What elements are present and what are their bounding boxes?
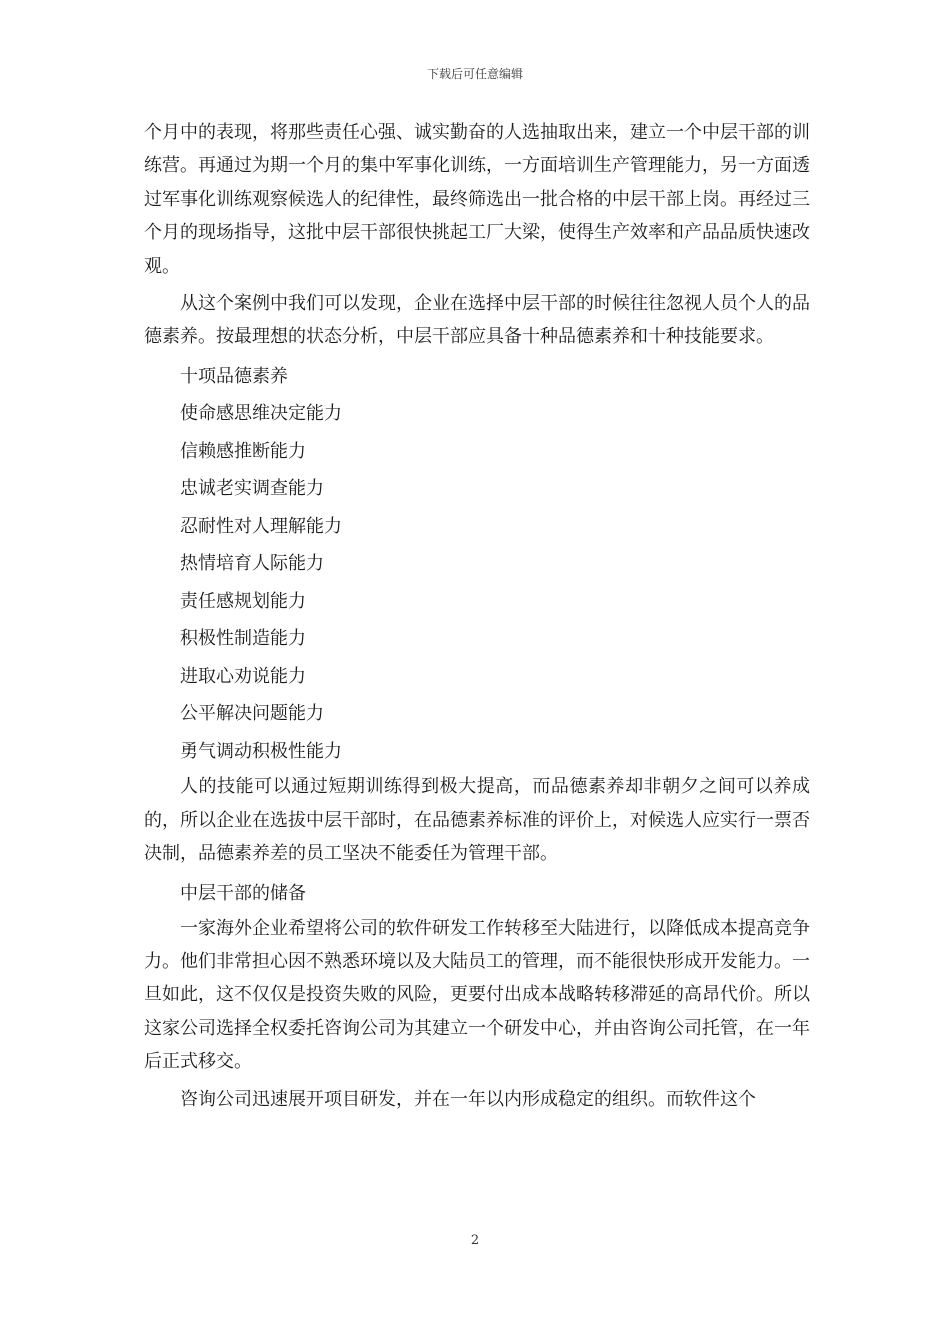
list-item: 热情培育人际能力	[180, 553, 324, 575]
list-item: 信赖感推断能力	[180, 440, 306, 462]
section-heading: 中层干部的储备	[180, 882, 306, 904]
list-item: 进取心劝说能力	[180, 665, 306, 687]
list-item: 勇气调动积极性能力	[180, 740, 342, 762]
page-number: 2	[470, 1233, 480, 1248]
list-title: 十项品德素养	[180, 365, 288, 387]
paragraph-5: 咨询公司迅速展开项目研发，并在一年以内形成稳定的组织。而软件这个	[180, 1088, 756, 1110]
paragraph-2: 从这个案例中我们可以发现，企业在选择中层干部的时候往往忽视人员个人的品德素养。按最理想的状态分析，中层干部应具备十种品德素养和十种技能要求。	[144, 293, 810, 348]
list-item: 使命感思维决定能力	[180, 403, 342, 425]
paragraph-4: 一家海外企业希望将公司的软件研发工作转移至大陆进行，以降低成本提高竞争力。他们非常担心因不熟悉环境以及大陆员工的管理，而不能很快形成开发能力。一旦如此，这不仅仅是投资失败的风险，更要付出成本战略转移滞延的高昂代价。所以这家公司选择全权委托咨询公司为其建立一个研发中心，并由咨询公司托管，在一年后正式移交。	[144, 917, 810, 1073]
paragraph-1: 个月中的表现，将那些责任心强、诚实勤奋的人选抽取出来，建立一个中层干部的训练营。再通过为期一个月的集中军事化训练，一方面培训生产管理能力，另一方面透过军事化训练观察候选人的纪律性，最终筛选出一批合格的中层干部上岗。再经过三个月的现场指导，这批中层干部很快挑起工厂大梁，使得生产效率和产品品质快速改观。	[144, 122, 810, 277]
paragraph-3: 人的技能可以通过短期训练得到极大提高，而品德素养却非朝夕之间可以养成的，所以企业在选拔中层干部时，在品德素养标准的评价上，对候选人应实行一票否决制，品德素养差的员工坚决不能委任为管理干部。	[144, 776, 810, 865]
list-item: 忠诚老实调查能力	[180, 478, 324, 500]
list-item: 责任感规划能力	[180, 590, 306, 612]
document-body	[144, 116, 810, 1120]
list-item: 积极性制造能力	[180, 628, 306, 650]
list-item: 忍耐性对人理解能力	[180, 515, 342, 537]
page-header: 下载后可任意编辑	[426, 67, 523, 81]
list-item: 公平解决问题能力	[180, 703, 324, 725]
